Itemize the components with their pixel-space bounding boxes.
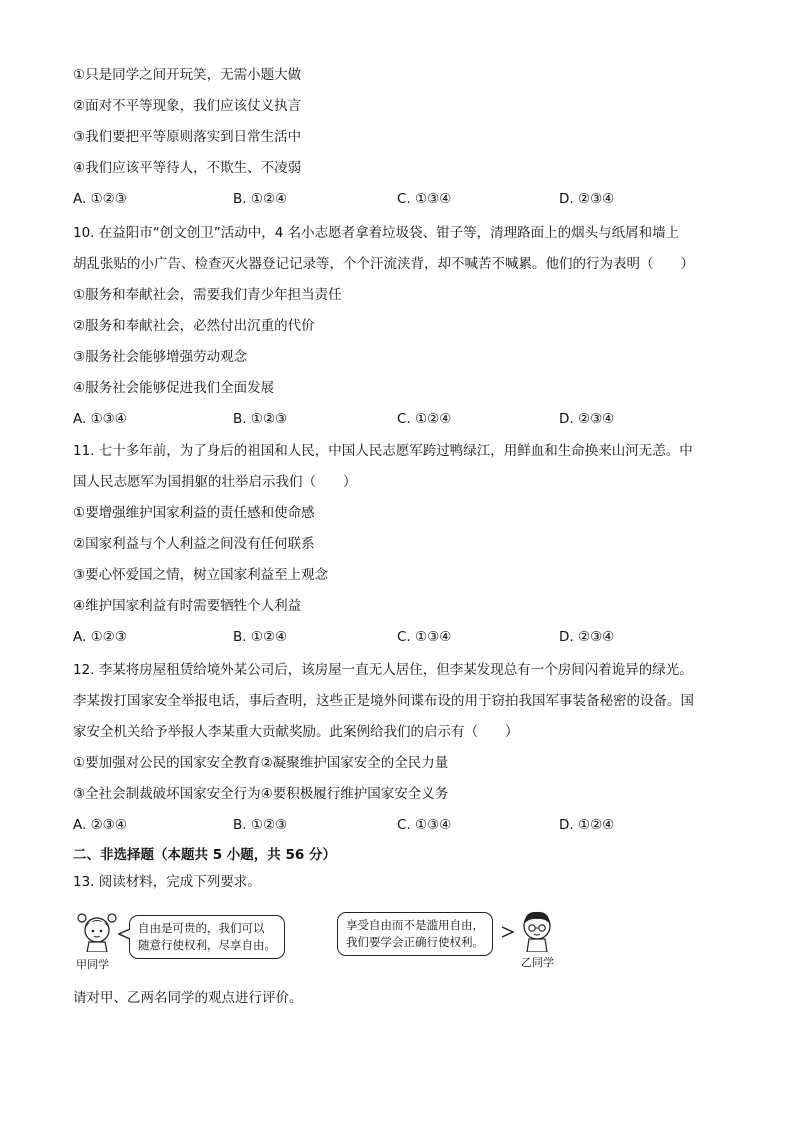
q10-item-2: ②服务和奉献社会，必然付出沉重的代价 xyxy=(73,318,315,334)
option-a: A. ①②③ xyxy=(73,191,127,207)
q11-stem-line-2: 国人民志愿军为国捐躯的壮举启示我们（ ） xyxy=(73,474,357,490)
option-b: B. ①②③ xyxy=(233,817,288,833)
q11-item-4: ④维护国家利益有时需要牺牲个人利益 xyxy=(73,598,302,614)
option-d: D. ②③④ xyxy=(559,629,615,645)
option-c: C. ①③④ xyxy=(397,629,452,645)
q12-item-1: ①要加强对公民的国家安全教育②凝聚维护国家安全的全民力量 xyxy=(73,755,449,771)
option-c: C. ①②④ xyxy=(397,411,452,427)
q11-item-3: ③要心怀爱国之情，树立国家利益至上观念 xyxy=(73,567,329,583)
option-b: B. ①②③ xyxy=(233,411,288,427)
speech-line: 享受自由而不是滥用自由， xyxy=(346,918,484,932)
q13-question: 请对甲、乙两名同学的观点进行评价。 xyxy=(73,990,303,1006)
option-d: D. ②③④ xyxy=(559,191,615,207)
q9-item-4: ④我们应该平等待人，不欺生、不凌弱 xyxy=(73,160,302,176)
student-b-label: 乙同学 xyxy=(521,956,554,969)
option-a: A. ②③④ xyxy=(73,817,127,833)
q11-item-2: ②国家利益与个人利益之间没有任何联系 xyxy=(73,536,315,552)
q12-stem-line-3: 家安全机关给予举报人李某重大贡献奖励。此案例给我们的启示有（ ） xyxy=(73,724,519,740)
q10-stem-line-2: 胡乱张贴的小广告、检查灭火器登记记录等，个个汗流浃背，却不喊苦不喊累。他们的行为表明（ ） xyxy=(73,256,694,272)
speech-tail-icon xyxy=(500,926,514,938)
q10-item-3: ③服务社会能够增强劳动观念 xyxy=(73,349,248,365)
option-a: A. ①②③ xyxy=(73,629,127,645)
q10-stem-line-1: 10. 在益阳市“创文创卫”活动中，4 名小志愿者拿着垃圾袋、钳子等，清理路面上的烟头与纸屑和墙上 xyxy=(73,225,680,241)
option-c: C. ①③④ xyxy=(397,817,452,833)
section-heading: 二、非选择题（本题共 5 小题，共 56 分） xyxy=(73,847,336,863)
option-d: D. ①②④ xyxy=(559,817,615,833)
q11-stem-line-1: 11. 七十多年前，为了身后的祖国和人民，中国人民志愿军跨过鸭绿江，用鲜血和生命换来山河无恙。中 xyxy=(73,443,693,459)
q11-item-1: ①要增强维护国家利益的责任感和使命感 xyxy=(73,505,315,521)
q11-options xyxy=(73,627,733,647)
boy-avatar-icon xyxy=(517,908,557,952)
speech-tail-icon xyxy=(118,928,132,940)
speech-line: 我们要学会正确行使权利。 xyxy=(346,935,484,949)
q13-stem: 13. 阅读材料，完成下列要求。 xyxy=(73,874,261,890)
student-a-label: 甲同学 xyxy=(76,958,109,971)
q12-options xyxy=(73,815,733,835)
q10-item-4: ④服务社会能够促进我们全面发展 xyxy=(73,380,275,396)
q10-options xyxy=(73,409,733,429)
q9-item-1: ①只是同学之间开玩笑，无需小题大做 xyxy=(73,67,302,83)
option-b: B. ①②④ xyxy=(233,191,288,207)
q9-options xyxy=(73,189,733,209)
q12-stem-line-2: 李某拨打国家安全举报电话，事后查明，这些正是境外间谍布设的用于窃拍我国军事装备秘密的设备。国 xyxy=(73,693,694,709)
speech-line: 随意行使权利，尽享自由。 xyxy=(138,938,276,952)
q12-item-2: ③全社会制裁破坏国家安全行为④要积极履行维护国家安全义务 xyxy=(73,786,449,802)
student-b-speech-bubble xyxy=(337,912,493,956)
option-a: A. ①③④ xyxy=(73,411,127,427)
q9-item-3: ③我们要把平等原则落实到日常生活中 xyxy=(73,129,302,145)
option-c: C. ①③④ xyxy=(397,191,452,207)
option-b: B. ①②④ xyxy=(233,629,288,645)
speech-line: 自由是可贵的，我们可以 xyxy=(138,921,265,935)
girl-avatar-icon xyxy=(74,910,120,952)
q9-item-2: ②面对不平等现象，我们应该仗义执言 xyxy=(73,98,302,114)
q10-item-1: ①服务和奉献社会，需要我们青少年担当责任 xyxy=(73,287,342,303)
student-a-speech-bubble xyxy=(129,915,285,959)
q12-stem-line-1: 12. 李某将房屋租赁给境外某公司后，该房屋一直无人居住，但李某发现总有一个房间闪着诡异的绿光。 xyxy=(73,662,693,678)
option-d: D. ②③④ xyxy=(559,411,615,427)
